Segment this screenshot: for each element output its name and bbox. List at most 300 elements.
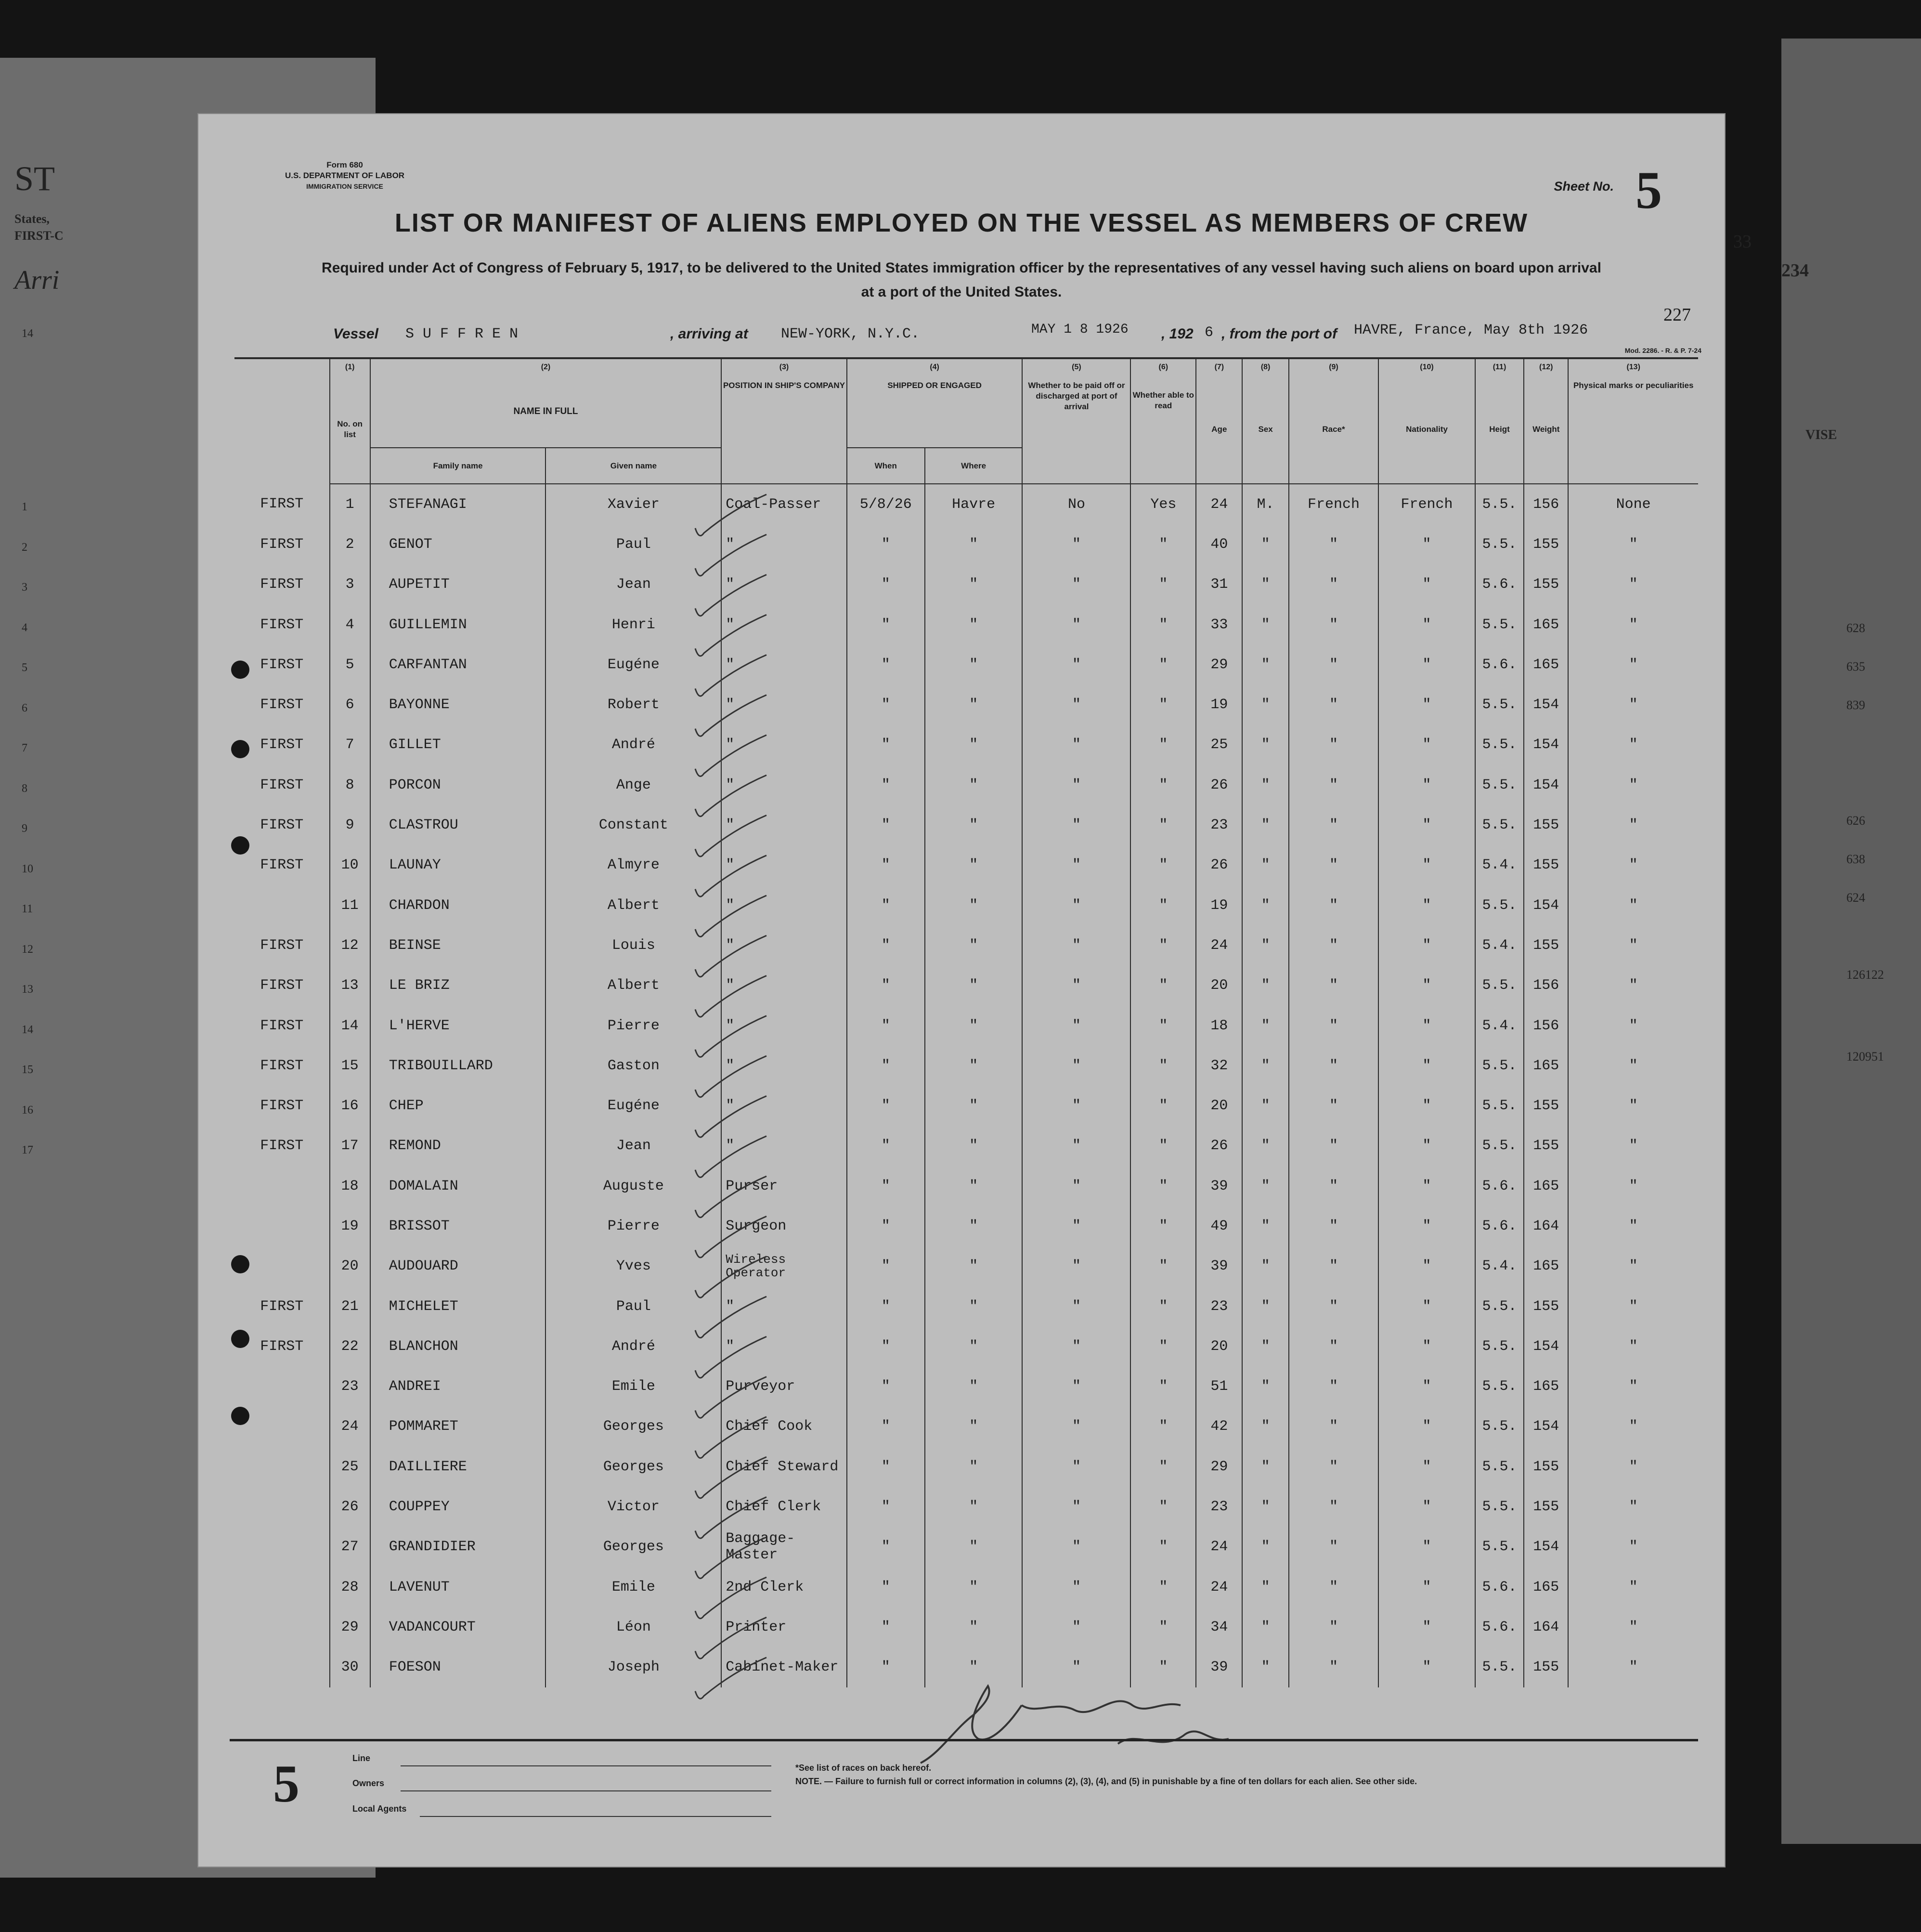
cell-age: 32 (1196, 1046, 1242, 1086)
fragment-number: 126122 (1846, 968, 1884, 982)
cell-age: 23 (1196, 1286, 1242, 1326)
cell-paid: " (1022, 1086, 1130, 1126)
cell-no: 4 (330, 605, 370, 645)
cell-weight: 155 (1524, 565, 1568, 605)
cell-no: 8 (330, 765, 370, 805)
cell-given: Georges (545, 1407, 721, 1447)
cell-paid: " (1022, 524, 1130, 564)
cell-marks: " (1568, 1326, 1698, 1366)
cell-where: " (925, 1006, 1023, 1046)
cell-age: 24 (1196, 1527, 1242, 1567)
arrival-date-stamp: MAY 1 8 1926 (1031, 322, 1129, 337)
col-13-number: (13) (1568, 358, 1698, 376)
cell-family: AUDOUARD (370, 1246, 546, 1286)
cell-class: FIRST (234, 845, 330, 885)
form-number: Form 680 (326, 160, 363, 169)
cell-race: " (1289, 1487, 1378, 1527)
cell-race: " (1289, 1166, 1378, 1206)
cell-no: 26 (330, 1487, 370, 1527)
cell-height: 5.4. (1475, 925, 1524, 965)
cell-when: " (847, 524, 925, 564)
fragment-number: 14 (22, 1023, 33, 1036)
cell-family: MICHELET (370, 1286, 546, 1326)
cell-sex: " (1242, 966, 1288, 1006)
check-mark (695, 935, 766, 977)
cell-when: " (847, 1086, 925, 1126)
cell-paid: " (1022, 565, 1130, 605)
cell-marks: " (1568, 1487, 1698, 1527)
cell-marks: " (1568, 845, 1698, 885)
crew-rows (234, 484, 1698, 1687)
cell-no: 22 (330, 1326, 370, 1366)
cell-when: " (847, 1326, 925, 1366)
table-row (234, 565, 1698, 605)
cell-position: Chief Clerk (721, 1487, 846, 1527)
cell-paid: " (1022, 1487, 1130, 1527)
cell-weight: 155 (1524, 925, 1568, 965)
cell-age: 23 (1196, 805, 1242, 845)
cell-paid: " (1022, 1246, 1130, 1286)
col-3-number: (3) (721, 358, 846, 376)
cell-age: 29 (1196, 1447, 1242, 1487)
cell-nat: " (1378, 645, 1475, 685)
cell-race: " (1289, 1086, 1378, 1126)
cell-class (234, 1206, 330, 1246)
header-when: When (847, 448, 925, 484)
col-10-number: (10) (1378, 358, 1475, 376)
cell-marks: " (1568, 1086, 1698, 1126)
cell-read: " (1130, 725, 1196, 765)
cell-when: " (847, 966, 925, 1006)
cell-read: " (1130, 1487, 1196, 1527)
cell-class: FIRST (234, 484, 330, 524)
fragment-number: 4 (22, 621, 27, 634)
form-header (285, 160, 404, 192)
cell-age: 25 (1196, 725, 1242, 765)
cell-given: Emile (545, 1367, 721, 1407)
fragment-number: 15 (22, 1063, 33, 1076)
cell-age: 26 (1196, 845, 1242, 885)
cell-family: POMMARET (370, 1407, 546, 1447)
cell-when: 5/8/26 (847, 484, 925, 524)
cell-marks: " (1568, 1527, 1698, 1567)
cell-when: " (847, 1046, 925, 1086)
table-row (234, 1447, 1698, 1487)
col-9-number: (9) (1289, 358, 1378, 376)
cell-nat: " (1378, 1567, 1475, 1607)
cell-class (234, 1527, 330, 1567)
col-1-number: (1) (330, 358, 370, 376)
cell-weight: 155 (1524, 845, 1568, 885)
cell-sex: " (1242, 1447, 1288, 1487)
cell-nat: " (1378, 565, 1475, 605)
fragment-number: 120951 (1846, 1050, 1884, 1063)
cell-class: FIRST (234, 725, 330, 765)
cell-marks: " (1568, 605, 1698, 645)
cell-given: Paul (545, 1286, 721, 1326)
cell-no: 10 (330, 845, 370, 885)
cell-where: " (925, 1647, 1023, 1687)
cell-given: Pierre (545, 1006, 721, 1046)
cell-given: Yves (545, 1246, 721, 1286)
cell-read: " (1130, 605, 1196, 645)
cell-where: " (925, 1166, 1023, 1206)
cell-given: Gaston (545, 1046, 721, 1086)
cell-when: " (847, 1286, 925, 1326)
cell-read: " (1130, 1607, 1196, 1647)
header-height: Heigt (1475, 376, 1524, 484)
header-able-to-read: Whether able to read (1130, 376, 1196, 484)
cell-no: 20 (330, 1246, 370, 1286)
cell-where: " (925, 524, 1023, 564)
cell-marks: " (1568, 885, 1698, 925)
cell-marks: " (1568, 925, 1698, 965)
line-field-rule (401, 1765, 771, 1766)
header-where: Where (925, 448, 1023, 484)
cell-weight: 164 (1524, 1607, 1568, 1647)
cell-age: 24 (1196, 484, 1242, 524)
crew-manifest-table (234, 357, 1698, 1687)
cell-weight: 155 (1524, 1286, 1568, 1326)
cell-height: 5.5. (1475, 1407, 1524, 1447)
cell-marks: " (1568, 1246, 1698, 1286)
check-mark (695, 1257, 766, 1298)
cell-where: " (925, 1447, 1023, 1487)
cell-family: GUILLEMIN (370, 605, 546, 645)
cell-no: 3 (330, 565, 370, 605)
fragment-number: 3 (22, 581, 27, 594)
header-position: POSITION IN SHIP'S COMPANY (721, 376, 846, 484)
cell-weight: 156 (1524, 484, 1568, 524)
cell-family: DOMALAIN (370, 1166, 546, 1206)
cell-race: " (1289, 1006, 1378, 1046)
cell-given: Albert (545, 885, 721, 925)
cell-race: " (1289, 524, 1378, 564)
cell-sex: " (1242, 885, 1288, 925)
cell-age: 20 (1196, 1086, 1242, 1126)
cell-paid: " (1022, 1647, 1130, 1687)
cell-sex: " (1242, 685, 1288, 725)
fragment-number: 6 (22, 701, 27, 714)
cell-when: " (847, 1487, 925, 1527)
document-title: LIST OR MANIFEST OF ALIENS EMPLOYED ON THE VESSEL AS MEMBERS OF CREW (394, 208, 1529, 237)
cell-family: LAVENUT (370, 1567, 546, 1607)
fragment-number: 628 (1846, 621, 1865, 635)
table-row (234, 605, 1698, 645)
cell-position: Cabinet-Maker (721, 1647, 846, 1687)
check-mark (695, 655, 766, 696)
cell-nat: " (1378, 1527, 1475, 1567)
cell-class (234, 1647, 330, 1687)
cell-family: AUPETIT (370, 565, 546, 605)
cell-class: FIRST (234, 605, 330, 645)
cell-marks: " (1568, 1166, 1698, 1206)
cell-paid: " (1022, 1326, 1130, 1366)
cell-marks: " (1568, 645, 1698, 685)
cell-weight: 155 (1524, 1126, 1568, 1166)
cell-when: " (847, 1527, 925, 1567)
cell-nat: " (1378, 1246, 1475, 1286)
cell-when: " (847, 1647, 925, 1687)
cell-class: FIRST (234, 925, 330, 965)
cell-race: " (1289, 765, 1378, 805)
cell-class (234, 1246, 330, 1286)
cell-paid: " (1022, 805, 1130, 845)
check-mark (695, 575, 766, 616)
cell-race: " (1289, 966, 1378, 1006)
cell-class (234, 1487, 330, 1527)
check-mark (695, 1176, 766, 1218)
cell-weight: 156 (1524, 1006, 1568, 1046)
cell-sex: " (1242, 645, 1288, 685)
cell-nat: " (1378, 925, 1475, 965)
cell-where: " (925, 725, 1023, 765)
cell-where: " (925, 565, 1023, 605)
cell-weight: 154 (1524, 685, 1568, 725)
cell-weight: 165 (1524, 645, 1568, 685)
cell-position: " (721, 685, 846, 725)
cell-no: 16 (330, 1086, 370, 1126)
cell-nat: " (1378, 765, 1475, 805)
cell-class (234, 1607, 330, 1647)
cell-paid: " (1022, 645, 1130, 685)
cell-where: " (925, 1527, 1023, 1567)
cell-weight: 154 (1524, 725, 1568, 765)
cell-sex: " (1242, 1086, 1288, 1126)
cell-when: " (847, 1407, 925, 1447)
cell-paid: " (1022, 1607, 1130, 1647)
cell-no: 21 (330, 1286, 370, 1326)
cell-sex: " (1242, 565, 1288, 605)
cell-class (234, 1407, 330, 1447)
fragment-number: 626 (1846, 814, 1865, 828)
cell-class: FIRST (234, 805, 330, 845)
cell-age: 26 (1196, 1126, 1242, 1166)
cell-age: 39 (1196, 1647, 1242, 1687)
class-header-blank (234, 358, 330, 484)
cell-sex: " (1242, 524, 1288, 564)
cell-sex: " (1242, 1006, 1288, 1046)
cell-sex: " (1242, 1126, 1288, 1166)
cell-height: 5.5. (1475, 1647, 1524, 1687)
cell-where: " (925, 685, 1023, 725)
cell-read: " (1130, 1447, 1196, 1487)
check-mark (695, 1136, 766, 1178)
cell-family: BAYONNE (370, 685, 546, 725)
table-row (234, 1086, 1698, 1126)
cell-no: 28 (330, 1567, 370, 1607)
race-footnote: *See list of races on back hereof. (795, 1763, 932, 1773)
cell-family: PORCON (370, 765, 546, 805)
cell-given: Albert (545, 966, 721, 1006)
cell-family: REMOND (370, 1126, 546, 1166)
check-mark (695, 695, 766, 737)
cell-height: 5.5. (1475, 725, 1524, 765)
cell-class (234, 1447, 330, 1487)
cell-family: STEFANAGI (370, 484, 546, 524)
cell-read: " (1130, 524, 1196, 564)
cell-when: " (847, 1206, 925, 1246)
cell-given: Eugéne (545, 645, 721, 685)
cell-marks: None (1568, 484, 1698, 524)
left-fragment-arri: Arri (14, 265, 60, 295)
cell-position: Chief Cook (721, 1407, 846, 1447)
cell-when: " (847, 1367, 925, 1407)
cell-height: 5.5. (1475, 1086, 1524, 1126)
cell-height: 5.5. (1475, 524, 1524, 564)
cell-race: " (1289, 565, 1378, 605)
cell-no: 23 (330, 1367, 370, 1407)
cell-given: Eugéne (545, 1086, 721, 1126)
cell-read: " (1130, 1126, 1196, 1166)
table-bottom-rule (230, 1739, 1698, 1741)
cell-paid: " (1022, 885, 1130, 925)
cell-weight: 154 (1524, 1326, 1568, 1366)
cell-where: " (925, 1046, 1023, 1086)
cell-nat: " (1378, 524, 1475, 564)
cell-height: 5.6. (1475, 1607, 1524, 1647)
cell-where: " (925, 1246, 1023, 1286)
footer-agents-label: Local Agents (352, 1804, 407, 1814)
cell-read: " (1130, 1086, 1196, 1126)
cell-where: " (925, 1367, 1023, 1407)
footer-line-label: Line (352, 1753, 371, 1763)
header-name-in-full: NAME IN FULL (370, 376, 722, 448)
cell-age: 51 (1196, 1367, 1242, 1407)
cell-nat: " (1378, 1326, 1475, 1366)
cell-given: Jean (545, 565, 721, 605)
cell-where: " (925, 1126, 1023, 1166)
cell-position: " (721, 1086, 846, 1126)
table-row (234, 765, 1698, 805)
cell-paid: No (1022, 484, 1130, 524)
cell-nat: " (1378, 1367, 1475, 1407)
cell-race: " (1289, 605, 1378, 645)
cell-position: Surgeon (721, 1206, 846, 1246)
cell-marks: " (1568, 1126, 1698, 1166)
cell-class: FIRST (234, 765, 330, 805)
cell-read: Yes (1130, 484, 1196, 524)
cell-given: Georges (545, 1527, 721, 1567)
cell-height: 5.5. (1475, 1527, 1524, 1567)
cell-when: " (847, 885, 925, 925)
cell-sex: " (1242, 1046, 1288, 1086)
arriving-label: , arriving at (670, 326, 748, 342)
col-12-number: (12) (1524, 358, 1568, 376)
table-row (234, 725, 1698, 765)
cell-when: " (847, 1246, 925, 1286)
vessel-label: Vessel (333, 326, 378, 342)
cell-read: " (1130, 925, 1196, 965)
cell-position: Printer (721, 1607, 846, 1647)
department-name: U.S. DEPARTMENT OF LABOR (285, 171, 405, 180)
cell-marks: " (1568, 565, 1698, 605)
cell-when: " (847, 1166, 925, 1206)
cell-marks: " (1568, 1607, 1698, 1647)
cell-family: DAILLIERE (370, 1447, 546, 1487)
page-reference: 227 (1663, 305, 1691, 325)
cell-height: 5.5. (1475, 765, 1524, 805)
cell-paid: " (1022, 1286, 1130, 1326)
cell-race: " (1289, 1447, 1378, 1487)
table-row (234, 484, 1698, 524)
cell-read: " (1130, 1367, 1196, 1407)
check-mark (695, 856, 766, 897)
cell-given: Henri (545, 605, 721, 645)
cell-age: 39 (1196, 1166, 1242, 1206)
cell-read: " (1130, 805, 1196, 845)
header-physical-marks: Physical marks or peculiarities (1568, 376, 1698, 484)
cell-family: CLASTROU (370, 805, 546, 845)
cell-position: " (721, 1286, 846, 1326)
fragment-number: 638 (1846, 852, 1865, 866)
cell-read: " (1130, 1046, 1196, 1086)
cell-height: 5.5. (1475, 484, 1524, 524)
cell-race: " (1289, 845, 1378, 885)
cell-no: 13 (330, 966, 370, 1006)
cell-weight: 154 (1524, 885, 1568, 925)
cell-nat: French (1378, 484, 1475, 524)
cell-paid: " (1022, 725, 1130, 765)
cell-no: 9 (330, 805, 370, 845)
cell-age: 29 (1196, 645, 1242, 685)
cell-paid: " (1022, 765, 1130, 805)
cell-race: " (1289, 1647, 1378, 1687)
from-label: , from the port of (1221, 326, 1337, 342)
table-row (234, 1326, 1698, 1366)
check-mark (695, 1336, 766, 1378)
check-mark (695, 735, 766, 777)
check-mark (695, 1056, 766, 1097)
cell-nat: " (1378, 605, 1475, 645)
cell-no: 19 (330, 1206, 370, 1246)
cell-race: " (1289, 1367, 1378, 1407)
cell-sex: " (1242, 1407, 1288, 1447)
cell-race: " (1289, 885, 1378, 925)
cell-position: " (721, 1326, 846, 1366)
cell-weight: 165 (1524, 1246, 1568, 1286)
cell-given: André (545, 1326, 721, 1366)
cell-marks: " (1568, 1206, 1698, 1246)
cell-race: " (1289, 685, 1378, 725)
arrival-port: NEW-YORK, N.Y.C. (781, 326, 920, 342)
cell-weight: 155 (1524, 1647, 1568, 1687)
cell-when: " (847, 1447, 925, 1487)
cell-sex: " (1242, 1487, 1288, 1527)
header-paid-off: Whether to be paid off or discharged at port of arrival (1022, 376, 1130, 484)
cell-read: " (1130, 1286, 1196, 1326)
cell-marks: " (1568, 685, 1698, 725)
cell-age: 20 (1196, 966, 1242, 1006)
check-mark (695, 1216, 766, 1258)
cell-race: " (1289, 1126, 1378, 1166)
fragment-number: 7 (22, 742, 27, 754)
cell-marks: " (1568, 1046, 1698, 1086)
cell-family: CARFANTAN (370, 645, 546, 685)
cell-family: LE BRIZ (370, 966, 546, 1006)
cell-no: 14 (330, 1006, 370, 1046)
departure-port: HAVRE, France, May 8th 1926 (1354, 322, 1588, 338)
cell-given: Joseph (545, 1647, 721, 1687)
cell-position: " (721, 565, 846, 605)
cell-read: " (1130, 885, 1196, 925)
cell-position: " (721, 1126, 846, 1166)
cell-paid: " (1022, 1447, 1130, 1487)
cell-weight: 155 (1524, 1447, 1568, 1487)
header-given-name: Given name (545, 448, 721, 484)
fragment-number: 14 (22, 327, 33, 340)
cell-class (234, 1567, 330, 1607)
